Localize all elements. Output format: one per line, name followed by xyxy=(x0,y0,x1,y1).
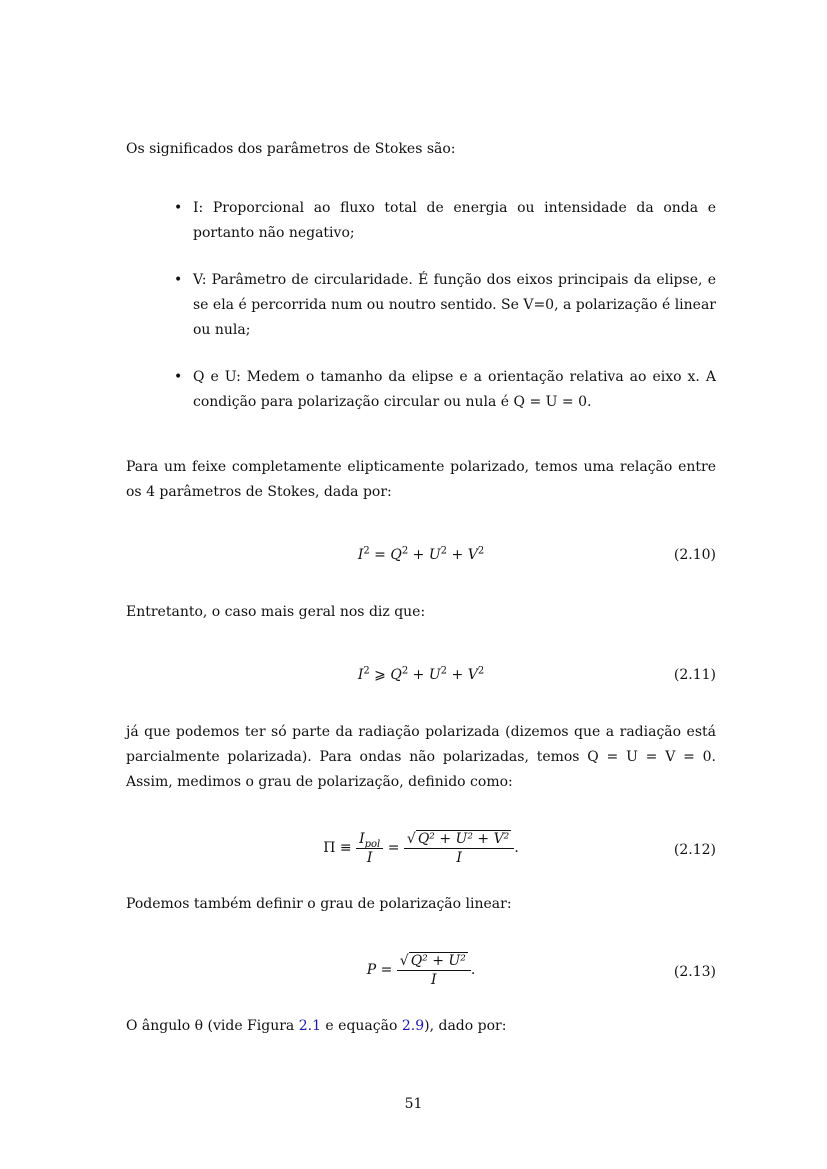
bullet-icon: • xyxy=(174,369,183,385)
bullet-icon: • xyxy=(174,200,183,216)
bullet-text: I: Proporcional ao fluxo total de energia ou intensidade da onda e portanto não negativo; xyxy=(193,200,716,241)
list-item xyxy=(126,365,716,415)
list-item xyxy=(126,196,716,246)
paragraph-linear-polarization: Podemos também definir o grau de polarização linear: xyxy=(126,896,512,912)
equation-number: (2.11) xyxy=(673,667,716,683)
paragraph-partial-polarization: já que podemos ter só parte da radiação polarizada (dizemos que a radiação está parcialmente polarizada). Para ondas não polarizadas, temos Q = U = V = 0. Assim, medimos o grau de polarização, definido como: xyxy=(126,724,716,790)
equation-reference-link[interactable]: 2.9 xyxy=(401,1018,425,1034)
paragraph-angle: O ângulo θ (vide Figura 2.1 e equação 2.9), dado por: xyxy=(126,1018,507,1034)
equation-body: $I^2 = Q^2 + U^2 + V^2$ xyxy=(357,545,485,563)
figure-reference-link[interactable]: 2.1 xyxy=(298,1018,321,1034)
equation-2-12 xyxy=(126,830,716,874)
page-number: 51 xyxy=(404,1096,423,1112)
equation-body: $I^2$ ⩾ $Q^2 + U^2 + V^2$ xyxy=(357,665,485,683)
equation-body: P = $\frac{\text{√ Q² + U²}}{I}$ . xyxy=(366,953,476,988)
equation-2-11 xyxy=(126,667,716,707)
equation-number: (2.13) xyxy=(673,964,716,980)
intro-paragraph: Os significados dos parâmetros de Stokes são: xyxy=(126,141,456,157)
equation-number: (2.10) xyxy=(673,547,716,563)
equation-2-10 xyxy=(126,547,716,587)
bullet-text: V: Parâmetro de circularidade. É função dos eixos principais da elipse, e se ela é percorrida num ou noutro sentido. Se V=0, a polarização é linear ou nula; xyxy=(193,272,716,338)
bullet-icon: • xyxy=(174,272,183,288)
list-item xyxy=(126,268,716,343)
equation-number: (2.12) xyxy=(673,842,716,858)
paragraph-elliptical: Para um feixe completamente elipticamente polarizado, temos uma relação entre os 4 parâmetros de Stokes, dada por: xyxy=(126,459,716,500)
bullet-text: Q e U: Medem o tamanho da elipse e a orientação relativa ao eixo x. A condição para polarização circular ou nula é Q = U = 0. xyxy=(193,369,716,410)
stokes-parameter-list xyxy=(126,196,716,415)
equation-2-13 xyxy=(126,952,716,996)
paragraph-general-case: Entretanto, o caso mais geral nos diz que: xyxy=(126,604,426,620)
equation-body: Π ≡ $\frac{I_{pol}}{I}$ = $\frac{\text{√ Q² + U² + V²}}{I}$ . xyxy=(323,830,519,866)
